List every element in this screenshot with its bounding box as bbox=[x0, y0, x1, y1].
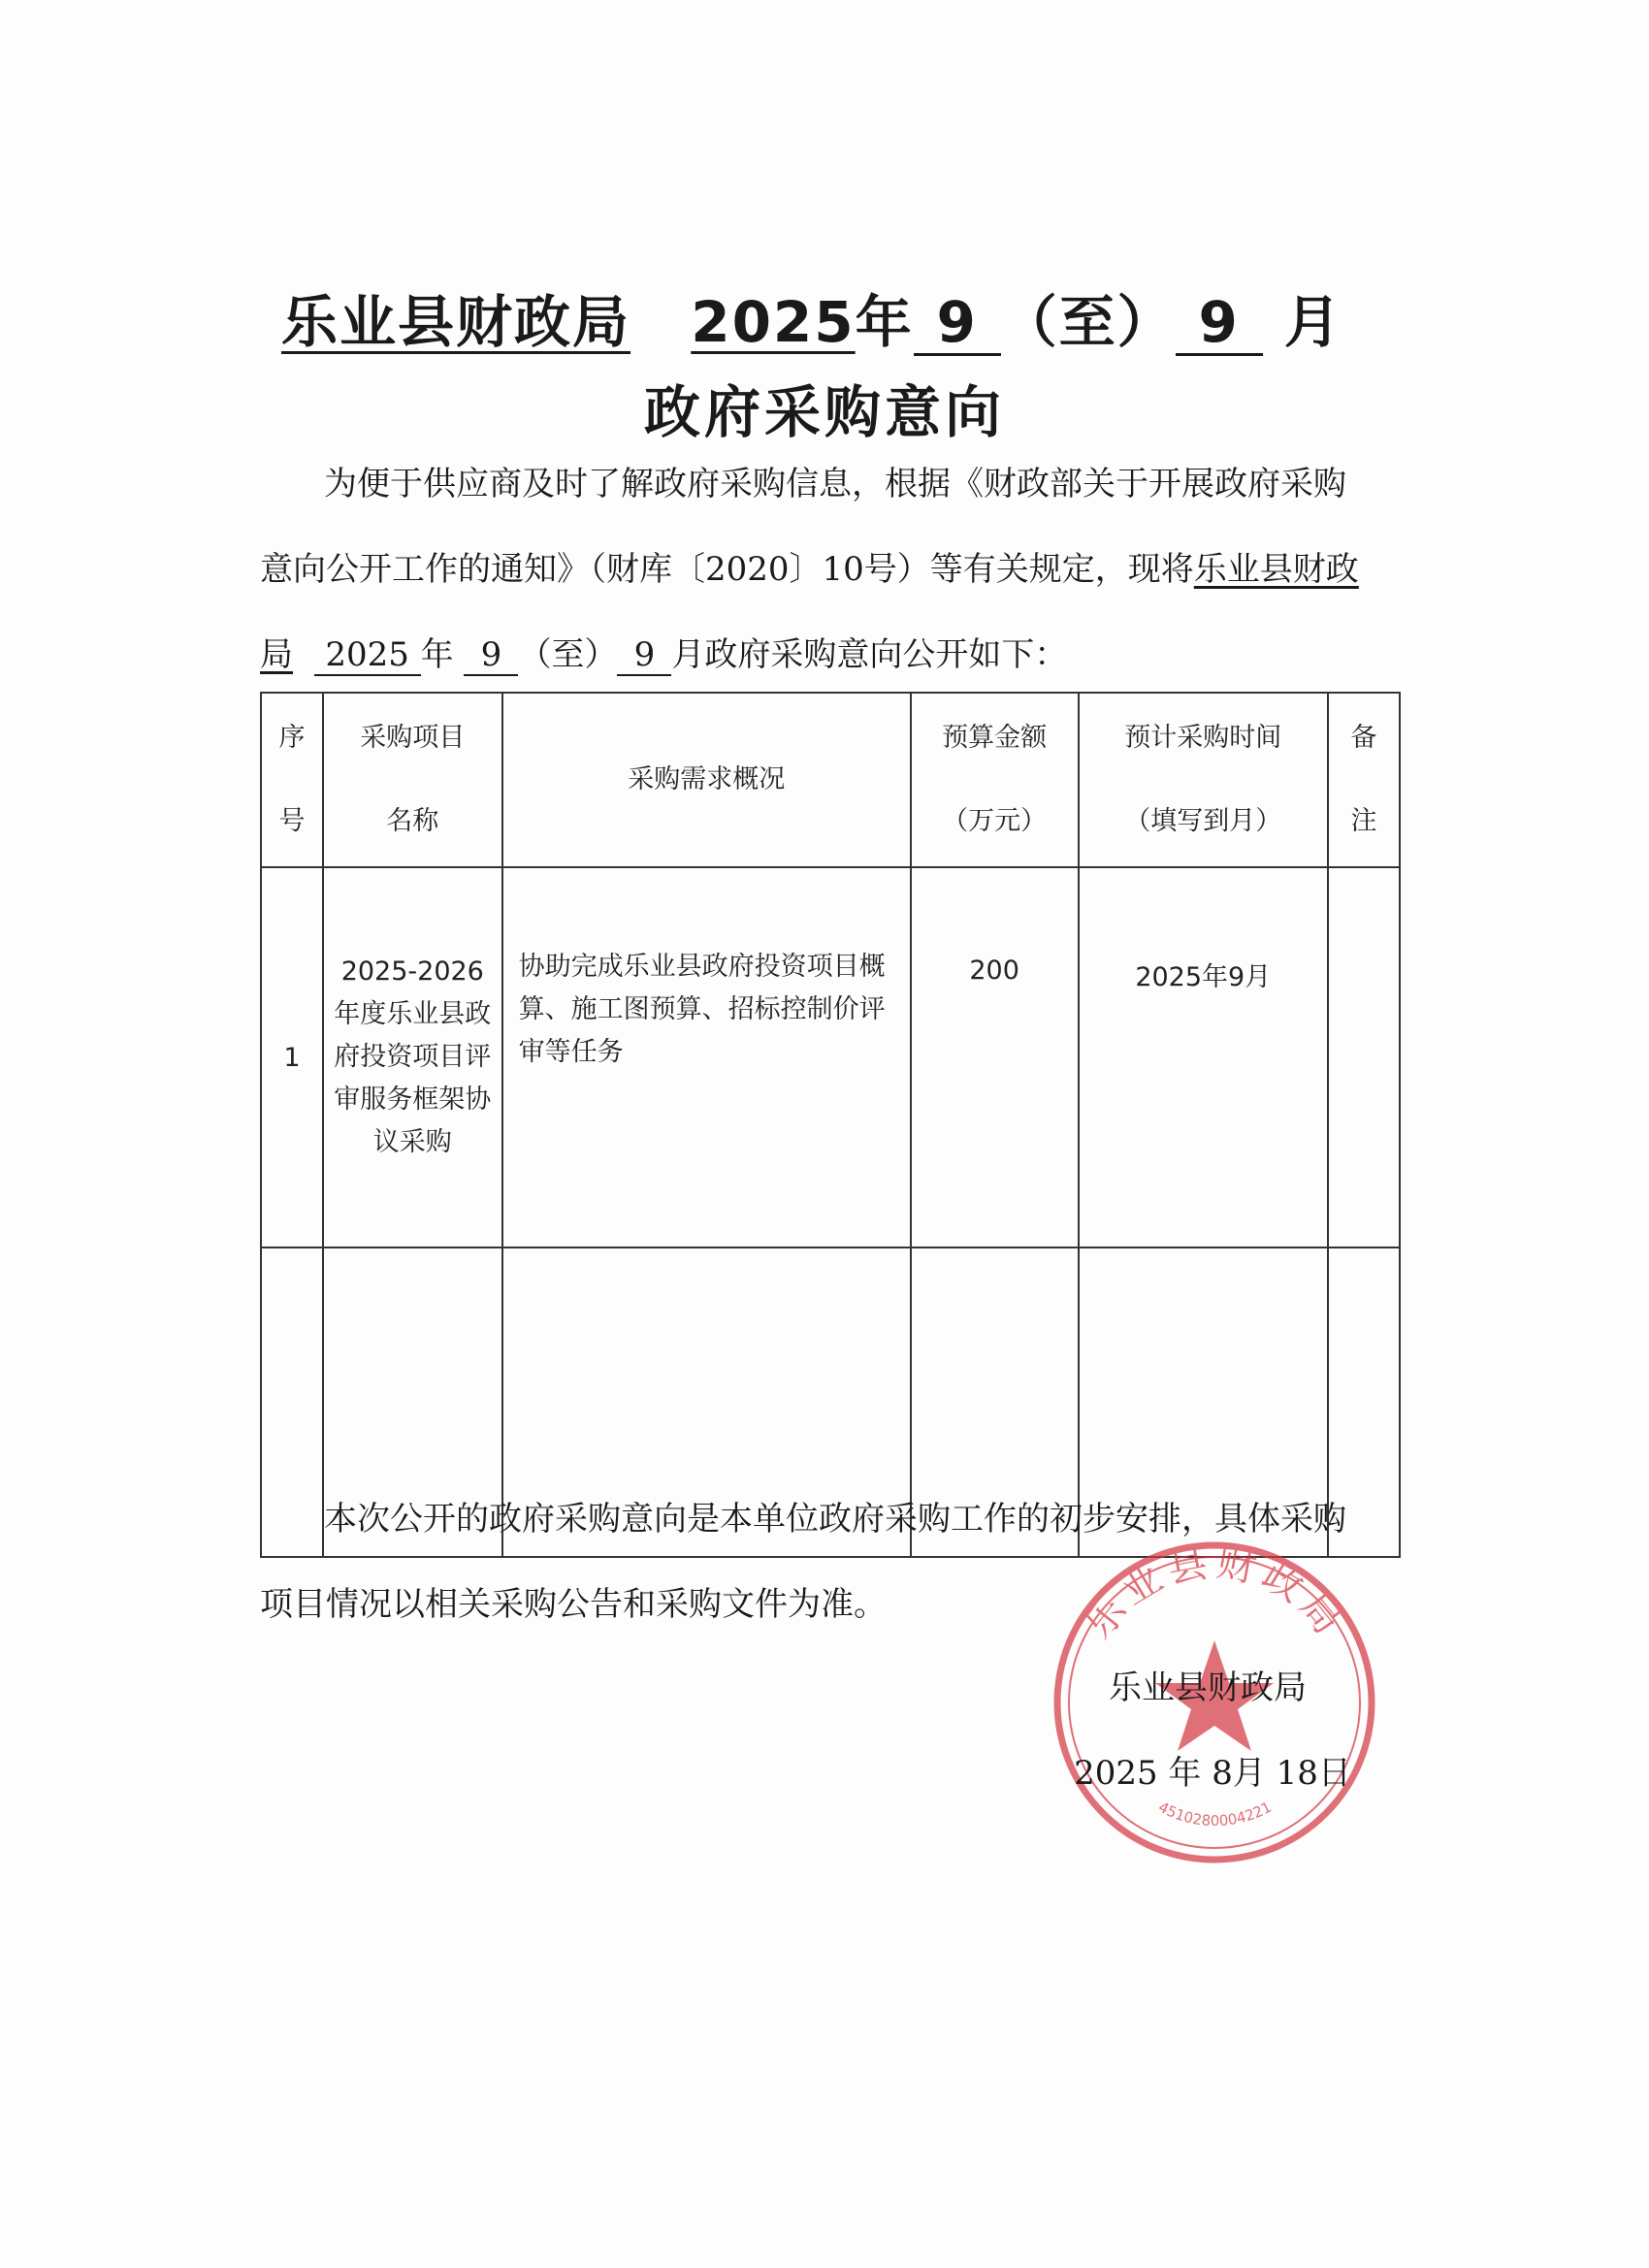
title-year: 2025 bbox=[691, 289, 856, 355]
procurement-intent-table bbox=[260, 692, 1401, 1558]
table-row bbox=[261, 867, 1400, 1247]
cell-desc: 协助完成乐业县政府投资项目概算、施工图预算、招标控制价评审等任务 bbox=[502, 867, 911, 1247]
title-line-1 bbox=[281, 276, 1368, 358]
closing-text: 本次公开的政府采购意向是本单位政府采购工作的初步安排，具体采购项目情况以相关采购公告和采购文件为准。 bbox=[260, 1500, 1346, 1624]
title-month-from: 9 bbox=[914, 291, 1001, 356]
header-time: 预计采购时间 （填写到月） bbox=[1079, 693, 1329, 867]
signature-org: 乐业县财政局 bbox=[1109, 1669, 1307, 1707]
title-month-to: 9 bbox=[1176, 291, 1263, 356]
intro-org: 乐业县财政局 bbox=[260, 550, 1359, 674]
intro-paragraph bbox=[260, 441, 1375, 697]
intro-year: 2025 bbox=[314, 635, 421, 676]
cell-budget: 200 bbox=[911, 867, 1079, 1247]
cell-time: 2025年9月 bbox=[1079, 867, 1329, 1247]
title-year-suffix: 年 bbox=[855, 289, 914, 355]
table-header-row bbox=[261, 693, 1400, 867]
intro-text-2: 月政府采购意向公开如下： bbox=[671, 635, 1068, 674]
intro-text-1: 为便于供应商及时了解政府采购信息，根据《财政部关于开展政府采购意向公开工作的通知》（财库〔2020〕10号）等有关规定，现将 bbox=[260, 465, 1346, 589]
svg-text:乐业县财政局: 乐业县财政局 bbox=[1076, 1539, 1354, 1647]
page-title: 政府采购意向 bbox=[643, 379, 1005, 445]
intro-month-to: 9 bbox=[617, 635, 671, 676]
cell-note bbox=[1328, 867, 1400, 1247]
intro-to: （至） bbox=[518, 635, 618, 674]
header-note: 备 注 bbox=[1328, 693, 1400, 867]
intro-year-suffix: 年 bbox=[420, 635, 454, 674]
cell-seq: 1 bbox=[261, 867, 323, 1247]
signature-date: 2025 年 8月 18日 bbox=[1074, 1754, 1351, 1793]
title-month-suffix: 月 bbox=[1283, 289, 1342, 355]
header-name: 采购项目 名称 bbox=[323, 693, 502, 867]
header-desc: 采购需求概况 bbox=[502, 693, 911, 867]
header-seq: 序 号 bbox=[261, 693, 323, 867]
title-org: 乐业县财政局 bbox=[281, 289, 631, 355]
header-budget: 预算金额 （万元） bbox=[911, 693, 1079, 867]
svg-text:4510280004221: 4510280004221 bbox=[1155, 1798, 1275, 1831]
intro-month-from: 9 bbox=[464, 635, 518, 676]
title-to: （至） bbox=[1000, 289, 1176, 355]
cell-name: 2025-2026年度乐业县政府投资项目评审服务框架协议采购 bbox=[323, 867, 502, 1247]
